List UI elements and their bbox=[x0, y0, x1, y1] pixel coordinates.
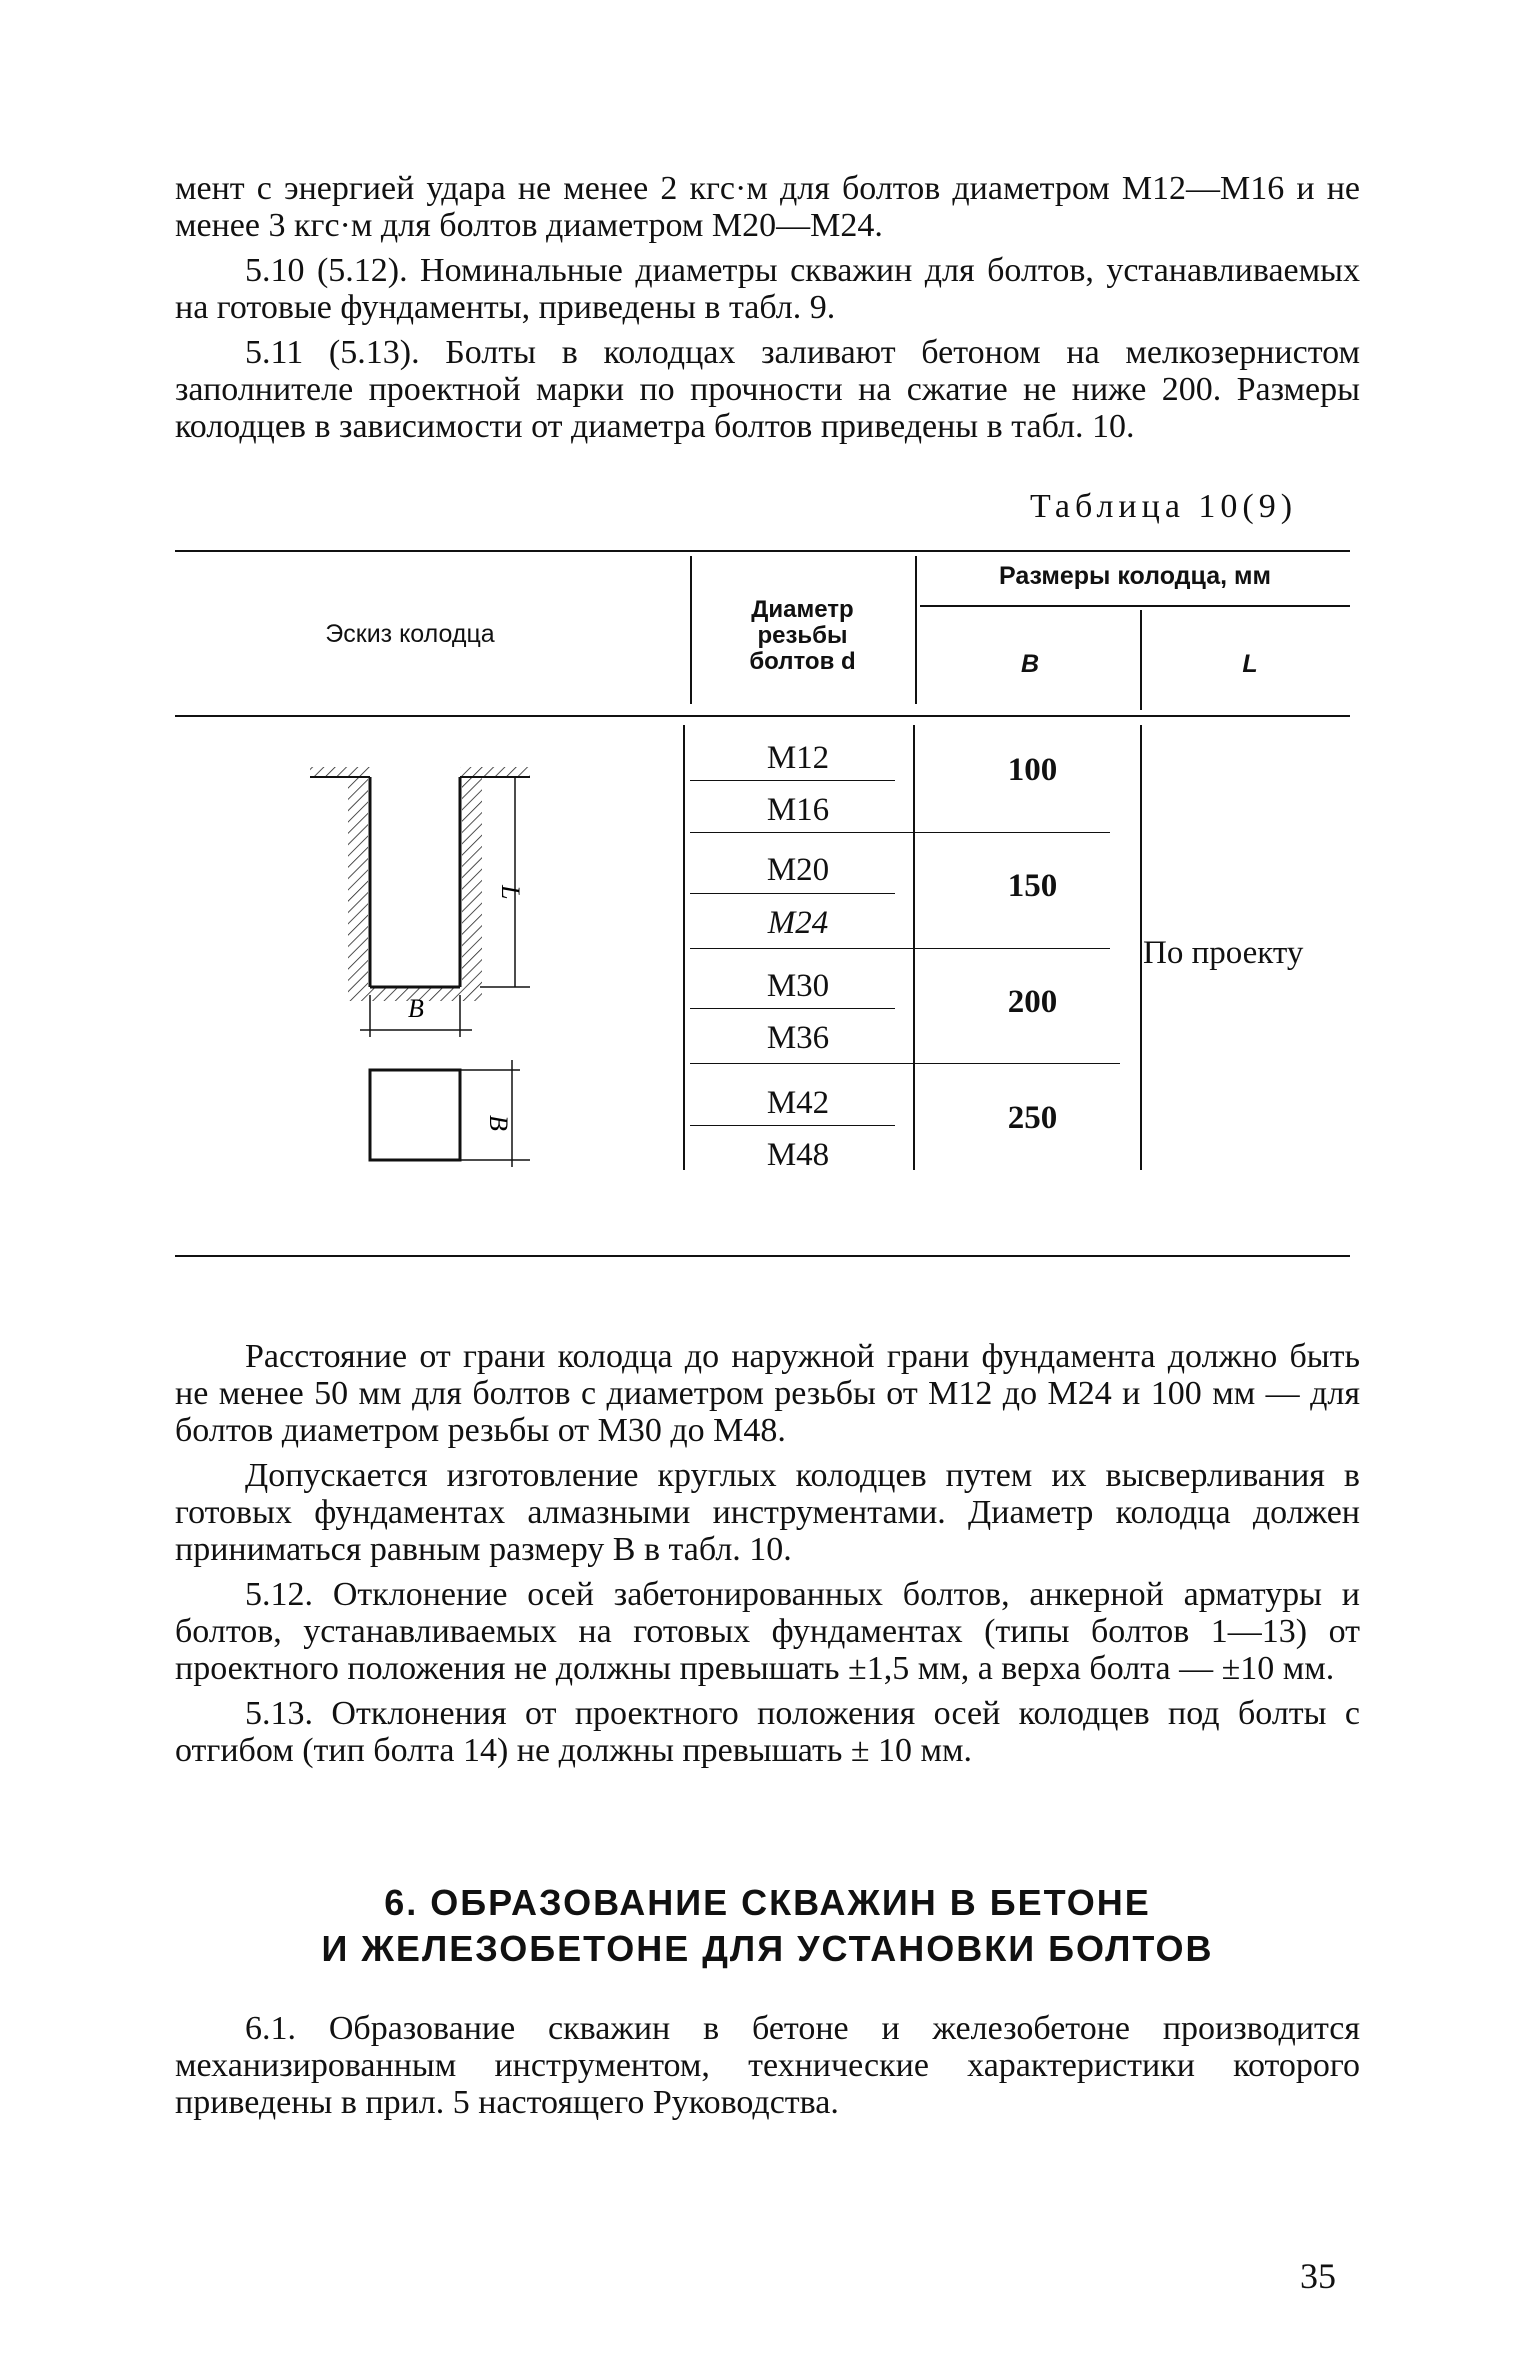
intro-paragraph-2: 5.10 (5.12). Номинальные диаметры скважин для болтов, устанавливаемых на готовые фундаменты, приведены в табл. 9. bbox=[175, 252, 1360, 326]
table-caption: Таблица 10(9) bbox=[1030, 488, 1298, 525]
bolt-rule bbox=[690, 1008, 895, 1009]
section-text bbox=[175, 2010, 1360, 2121]
section-paragraph-1: 6.1. Образование скважин в бетоне и железобетоне производится механизированным инструментом, технические характеристики которого приведены в прил. 5 настоящего Руководства. bbox=[175, 2010, 1360, 2121]
header-diameter: Диаметр резьбы болтов d bbox=[749, 596, 856, 675]
hatch-wall-right bbox=[462, 777, 482, 987]
hatch-ground-right bbox=[460, 767, 530, 777]
header-divider-3 bbox=[1140, 610, 1142, 710]
well-sketch bbox=[290, 755, 560, 1175]
bolt-cell: М20 bbox=[766, 852, 830, 888]
intro-paragraph-1: мент с энергией удара не менее 2 кгс·м для болтов диаметром М12—М16 и не менее 3 кгс·м для болтов диаметром М20—М24. bbox=[175, 170, 1360, 244]
group-rule bbox=[690, 948, 1110, 949]
bolt-rule bbox=[690, 780, 895, 781]
header-divider-2 bbox=[915, 556, 917, 704]
bolt-rule bbox=[690, 893, 895, 894]
header-sketch: Эскиз колодца bbox=[325, 620, 495, 648]
bolt-cell: М12 bbox=[766, 740, 830, 776]
dimension-b-label: B bbox=[408, 994, 424, 1023]
page-number: 35 bbox=[1300, 2256, 1336, 2296]
sizes-subheader-rule bbox=[920, 605, 1350, 607]
l-value-cell: По проекту bbox=[1143, 935, 1304, 971]
group-rule bbox=[690, 1063, 1120, 1064]
header-sizes: Размеры колодца, мм bbox=[999, 562, 1271, 590]
bolt-cell: М30 bbox=[766, 968, 830, 1004]
table-header-rule bbox=[175, 715, 1350, 717]
intro-paragraph-3: 5.11 (5.13). Болты в колодцах заливают бетоном на мелкозернистом заполнителе проектной марки по прочности на сжатие не ниже 200. Размеры колодцев в зависимости от диаметра болтов приведены в табл. 10. bbox=[175, 334, 1360, 445]
header-col-l: L bbox=[1242, 650, 1258, 678]
b-value-cell: 150 bbox=[1007, 868, 1058, 904]
intro-text bbox=[175, 170, 1360, 445]
after-paragraph-4: 5.13. Отклонения от проектного положения осей колодцев под болты с отгибом (тип болта 14) не должны превышать ± 10 мм. bbox=[175, 1695, 1360, 1769]
after-paragraph-3: 5.12. Отклонение осей забетонированных болтов, анкерной арматуры и болтов, устанавливаемых на готовых фундаментах (типы болтов 1—13) от проектного положения не должны превышать ±1,5 мм, а верха болта — ±10 мм. bbox=[175, 1576, 1360, 1687]
body-divider-3 bbox=[1140, 725, 1142, 1170]
bolt-cell: М36 bbox=[766, 1020, 830, 1056]
hatch-wall-left bbox=[348, 777, 368, 987]
bolt-rule bbox=[690, 1125, 895, 1126]
table-bottom-rule bbox=[175, 1255, 1350, 1257]
header-divider-1 bbox=[690, 556, 692, 704]
table-top-rule bbox=[175, 550, 1350, 552]
body-divider-1 bbox=[683, 725, 685, 1170]
b-value-cell: 250 bbox=[1007, 1100, 1058, 1136]
bolt-cell: М24 bbox=[767, 905, 829, 941]
plan-view-square bbox=[370, 1070, 460, 1160]
group-rule bbox=[690, 832, 1110, 833]
header-col-b: B bbox=[1020, 650, 1040, 678]
hatch-ground-left bbox=[310, 767, 370, 777]
dimension-l-label: L bbox=[496, 885, 525, 900]
bolt-cell: М42 bbox=[766, 1085, 830, 1121]
b-value-cell: 100 bbox=[1007, 752, 1058, 788]
bolt-cell: М16 bbox=[766, 792, 830, 828]
b-value-cell: 200 bbox=[1007, 984, 1058, 1020]
plan-dimension-label: B bbox=[484, 1115, 513, 1131]
after-table-text bbox=[175, 1338, 1360, 1769]
bolt-cell: М48 bbox=[766, 1137, 830, 1173]
section-heading: 6. ОБРАЗОВАНИЕ СКВАЖИН В БЕТОНЕ И ЖЕЛЕЗОБЕТОНЕ ДЛЯ УСТАНОВКИ БОЛТОВ bbox=[321, 1882, 1214, 1969]
after-paragraph-1: Расстояние от грани колодца до наружной грани фундамента должно быть не менее 50 мм для болтов с диаметром резьбы от М12 до М24 и 100 мм — для болтов диаметром резьбы от М30 до М48. bbox=[175, 1338, 1360, 1449]
after-paragraph-2: Допускается изготовление круглых колодцев путем их высверливания в готовых фундаментах алмазными инструментами. Диаметр колодца должен приниматься равным размеру B в табл. 10. bbox=[175, 1457, 1360, 1568]
